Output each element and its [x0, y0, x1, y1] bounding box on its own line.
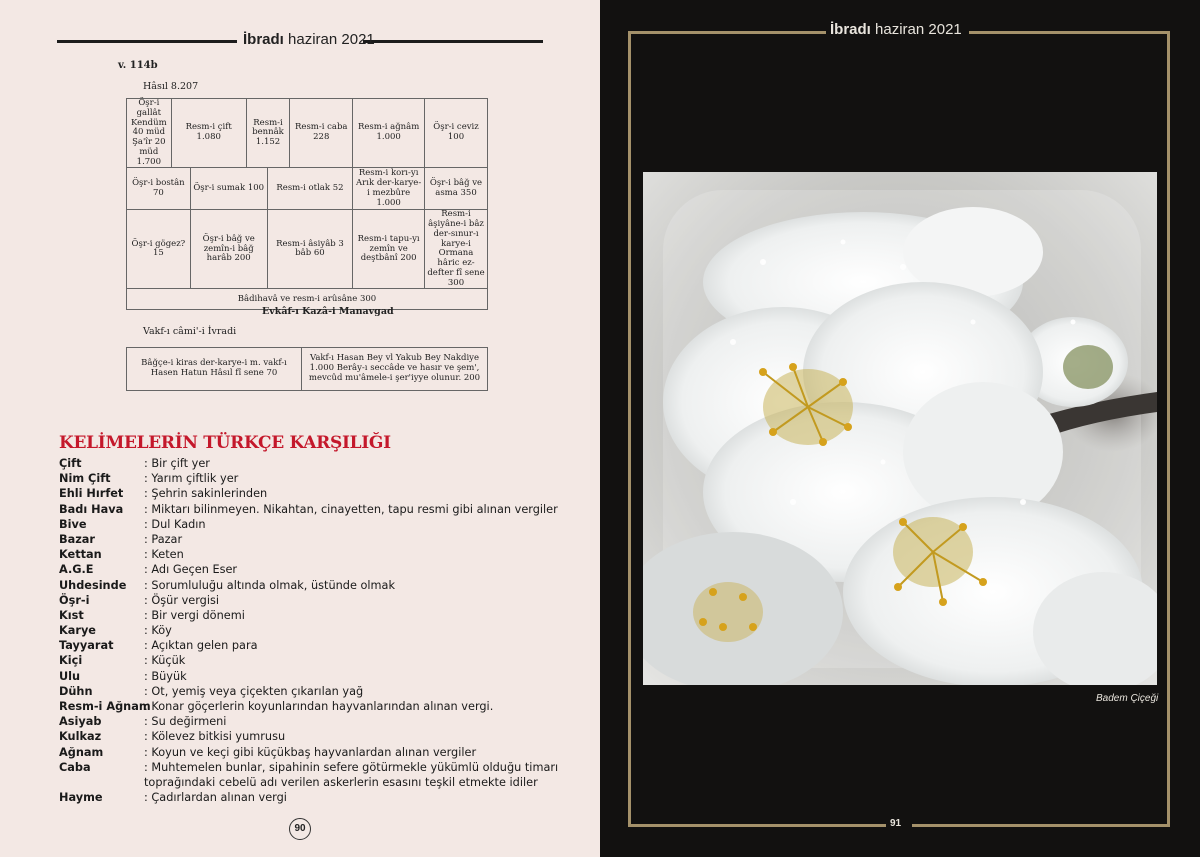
glossary-term: Kettan	[59, 548, 102, 562]
header-title-right: İbradı haziran 2021	[830, 21, 962, 38]
evkaf-title: Evkâf-ı Kazâ-i Manavgad	[262, 306, 394, 317]
page-number-left: 90	[289, 818, 311, 840]
glossary-term: Bazar	[59, 532, 96, 546]
frame-bottom-right	[912, 824, 1170, 827]
frame-top-left	[628, 31, 826, 34]
glossary-definition: : Sorumluluğu altında olmak, üstünde olmak	[144, 578, 396, 592]
glossary-row	[59, 578, 559, 593]
glossary-definition: : Bir çift yer	[144, 457, 210, 470]
glossary-term: Karye	[59, 624, 96, 638]
glossary-definition: : Çadırlardan alınan vergi	[144, 791, 287, 805]
vakf-title: Vakf-ı câmi'-i İvradi	[143, 326, 237, 337]
glossary-definition: : Öşür vergisi	[144, 593, 219, 607]
glossary-definition: : Muhtemelen bunlar, sipahinin sefere götürmekle yükümlü olduğu timarı toprağındaki cebelü adı verilen askerlerin esasını teşkil etmekte idiler	[144, 760, 559, 789]
glossary-definition: : Küçük	[144, 654, 186, 668]
glossary-term: Resm-i Ağnam	[59, 700, 151, 713]
glossary-definition: : Kölevez bitkisi yumrusu	[144, 730, 286, 744]
glossary-term: Çift	[59, 457, 82, 470]
photo-caption: Badem Çiçeği	[1096, 693, 1159, 704]
glossary-term: Ulu	[59, 669, 81, 683]
table-cell: Öşr-i gögez? 15	[127, 210, 191, 289]
glossary-row	[59, 471, 559, 486]
glossary-definition: : Köy	[144, 624, 172, 638]
glossary-row	[59, 608, 559, 623]
table-cell: Resm-i caba 228	[290, 99, 353, 168]
glossary-row	[59, 699, 559, 714]
glossary-definition: : Adı Geçen Eser	[144, 563, 238, 577]
glossary-definition: : Büyük	[144, 669, 187, 683]
table-cell: Resm-i âşiyâne-i bâz der-sınur-ı karye-i Ormana hâric ez-defter fî sene 300	[425, 210, 488, 289]
glossary-term: Asiyab	[59, 715, 102, 729]
glossary-row	[59, 714, 559, 729]
glossary-row	[59, 517, 559, 532]
table-row	[127, 348, 488, 391]
frame-bottom-left	[628, 824, 886, 827]
frame-top-right	[969, 31, 1170, 34]
frame-right	[1167, 31, 1170, 827]
table-cell: Öşr-i ceviz 100	[425, 99, 488, 168]
glossary-row	[59, 684, 559, 699]
glossary-term: Dühn	[59, 684, 93, 698]
hasil-total: Hâsıl 8.207	[143, 81, 199, 92]
glossary-term: Nim Çift	[59, 472, 111, 486]
glossary-row	[59, 745, 559, 760]
glossary-term: Ehli Hırfet	[59, 487, 124, 501]
glossary-term: Bive	[59, 517, 87, 531]
table-cell: Öşr-i bâğ ve zemîn-i bâğ harâb 200	[190, 210, 267, 289]
glossary-definition: : Şehrin sakinlerinden	[144, 487, 268, 501]
table-cell: Öşr-i bâğ ve asma 350	[425, 168, 488, 210]
glossary-term: Badı Hava	[59, 502, 124, 516]
glossary-definition: : Miktarı bilinmeyen. Nikahtan, cinayetten, tapu resmi gibi alınan vergiler	[144, 502, 558, 516]
vakf-table	[126, 347, 488, 391]
table-cell: Resm-i otlak 52	[267, 168, 353, 210]
table-cell: Bâdihavâ ve resm-i arûsâne 300	[127, 289, 488, 310]
glossary-definition: : Konar göçerlerin koyunlarından hayvanlarından alınan vergi.	[144, 700, 494, 713]
glossary-term: Caba	[59, 760, 91, 774]
glossary-term: A.G.E	[59, 563, 94, 577]
glossary-term: Uhdesinde	[59, 578, 127, 592]
page-number-right: 91	[890, 818, 902, 829]
glossary-term: Kıst	[59, 608, 84, 622]
header-rule-right	[363, 40, 543, 43]
glossary-row	[59, 486, 559, 501]
table-row	[127, 210, 488, 289]
glossary-row	[59, 653, 559, 668]
header-rule-left	[57, 40, 237, 43]
glossary-definition: : Bir vergi dönemi	[144, 608, 245, 622]
glossary-definition: : Su değirmeni	[144, 715, 227, 729]
glossary-definition: : Dul Kadın	[144, 517, 206, 531]
tax-table	[126, 98, 488, 310]
glossary-row	[59, 547, 559, 562]
glossary-definition: : Yarım çiftlik yer	[144, 472, 239, 486]
glossary-row	[59, 532, 559, 547]
glossary-term: Kulkaz	[59, 730, 102, 744]
table-cell: Resm-i tapu-yı zemîn ve deştbânî 200	[353, 210, 425, 289]
table-cell: Öşr-i bostân 70	[127, 168, 191, 210]
glossary-list	[59, 456, 559, 805]
glossary-row	[59, 638, 559, 653]
glossary-row	[59, 790, 559, 805]
glossary-term: Tayyarat	[59, 639, 114, 653]
table-cell: Vakf-ı Hasan Bey vl Yakub Bey Nakdiye 1.000 Berây-ı seccâde ve hasır ve şem', mevcûd mu'âmele-i şer'iyye olunur. 200	[302, 348, 488, 391]
table-row	[127, 99, 488, 168]
table-cell: Öşr-i gallât Kendüm 40 müd Şa'îr 20 müd 1.700	[127, 99, 172, 168]
glossary-row	[59, 623, 559, 638]
glossary-row	[59, 562, 559, 577]
table-cell: Resm-i ağnâm 1.000	[353, 99, 425, 168]
glossary-definition: : Açıktan gelen para	[144, 639, 258, 653]
glossary-term: Hayme	[59, 791, 103, 805]
glossary-row	[59, 502, 559, 517]
glossary-row	[59, 456, 559, 471]
glossary-title: KELİMELERİN TÜRKÇE KARŞILIĞI	[59, 433, 391, 453]
glossary-definition: : Ot, yemiş veya çiçekten çıkarılan yağ	[144, 684, 364, 698]
table-cell: Resm-i bennâk 1.152	[246, 99, 290, 168]
almond-blossom-photo	[643, 172, 1157, 685]
glossary-term: Kiçi	[59, 654, 83, 668]
table-cell: Öşr-i sumak 100	[190, 168, 267, 210]
glossary-term: Ağnam	[59, 745, 104, 759]
glossary-row	[59, 593, 559, 608]
table-cell: Resm-i çift 1.080	[171, 99, 246, 168]
glossary-definition: : Koyun ve keçi gibi küçükbaş hayvanlardan alınan vergiler	[144, 745, 477, 759]
table-cell: Resm-i âsiyâb 3 bâb 60	[267, 210, 353, 289]
table-cell: Resm-i korı-yı Arık der-karye-i mezbûre 1.000	[353, 168, 425, 210]
glossary-definition: : Keten	[144, 548, 184, 562]
header-title: İbradı haziran 2021	[243, 31, 375, 48]
glossary-term: Öşr-i	[59, 593, 90, 607]
folio-reference: v. 114b	[118, 60, 158, 71]
glossary-row	[59, 669, 559, 684]
table-cell: Bâğçe-i kiras der-karye-i m. vakf-ı Hasen Hatun Hâsıl fî sene 70	[127, 348, 302, 391]
glossary-row	[59, 760, 559, 790]
glossary-definition: : Pazar	[144, 532, 183, 546]
glossary-row	[59, 729, 559, 744]
table-row	[127, 168, 488, 210]
frame-left	[628, 31, 631, 827]
